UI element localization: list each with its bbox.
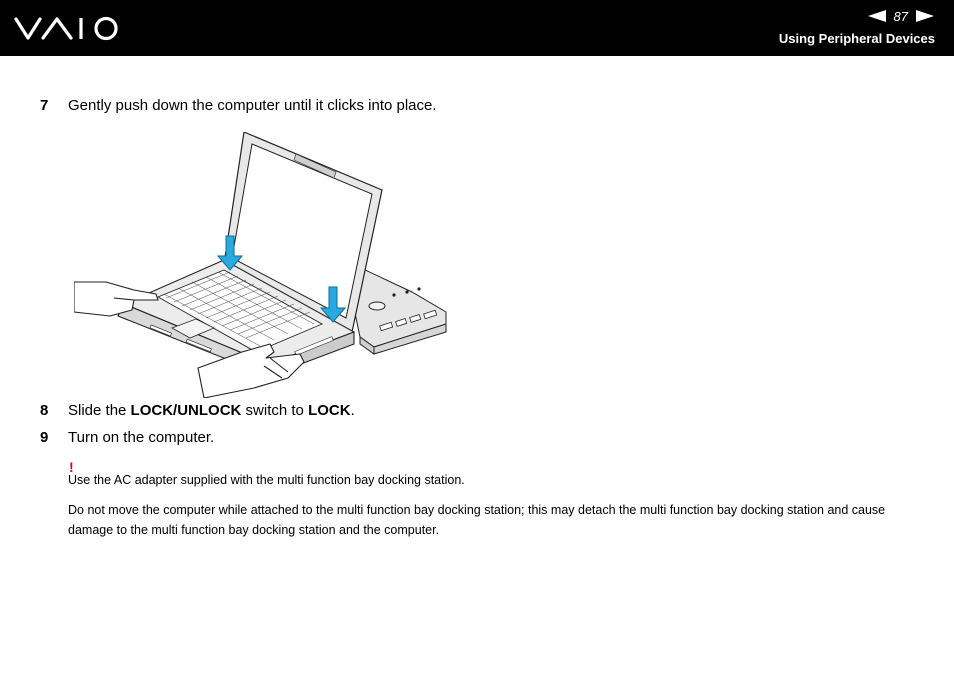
note-ac-adapter — [68, 470, 918, 490]
previous-page-icon[interactable] — [868, 10, 886, 22]
step-text: switch to — [241, 402, 309, 419]
step-text: Slide the — [68, 402, 131, 419]
warning-icon: ! — [69, 459, 74, 475]
note-text: Do not move the computer while attached to the multi function bay docking station; this may detach the multi function bay docking station and cause damage to the multi function bay docking station and the computer. — [68, 503, 886, 537]
section-title: Using Peripheral Devices — [778, 31, 935, 46]
lock-unlock-label: LOCK/UNLOCK — [130, 402, 242, 419]
next-page-icon[interactable] — [916, 10, 934, 22]
lock-label: LOCK — [308, 402, 351, 419]
step-number: 9 — [40, 429, 49, 446]
page-navigation — [868, 8, 934, 24]
note-text: Use the AC adapter supplied with the multi function bay docking station. — [68, 473, 465, 487]
step-7 — [40, 97, 437, 115]
note-do-not-move — [68, 500, 916, 540]
page-header — [0, 0, 954, 56]
step-text: Gently push down the computer until it clicks into place. — [68, 97, 437, 114]
step-text: . — [350, 402, 355, 419]
page-number: 87 — [893, 8, 908, 24]
step-number: 7 — [40, 97, 49, 114]
step-number: 8 — [40, 402, 49, 419]
step-9 — [40, 429, 214, 447]
laptop-docking-illustration — [74, 132, 448, 398]
step-8 — [40, 402, 355, 420]
vaio-logo — [14, 13, 122, 43]
step-text: Turn on the computer. — [68, 429, 215, 446]
